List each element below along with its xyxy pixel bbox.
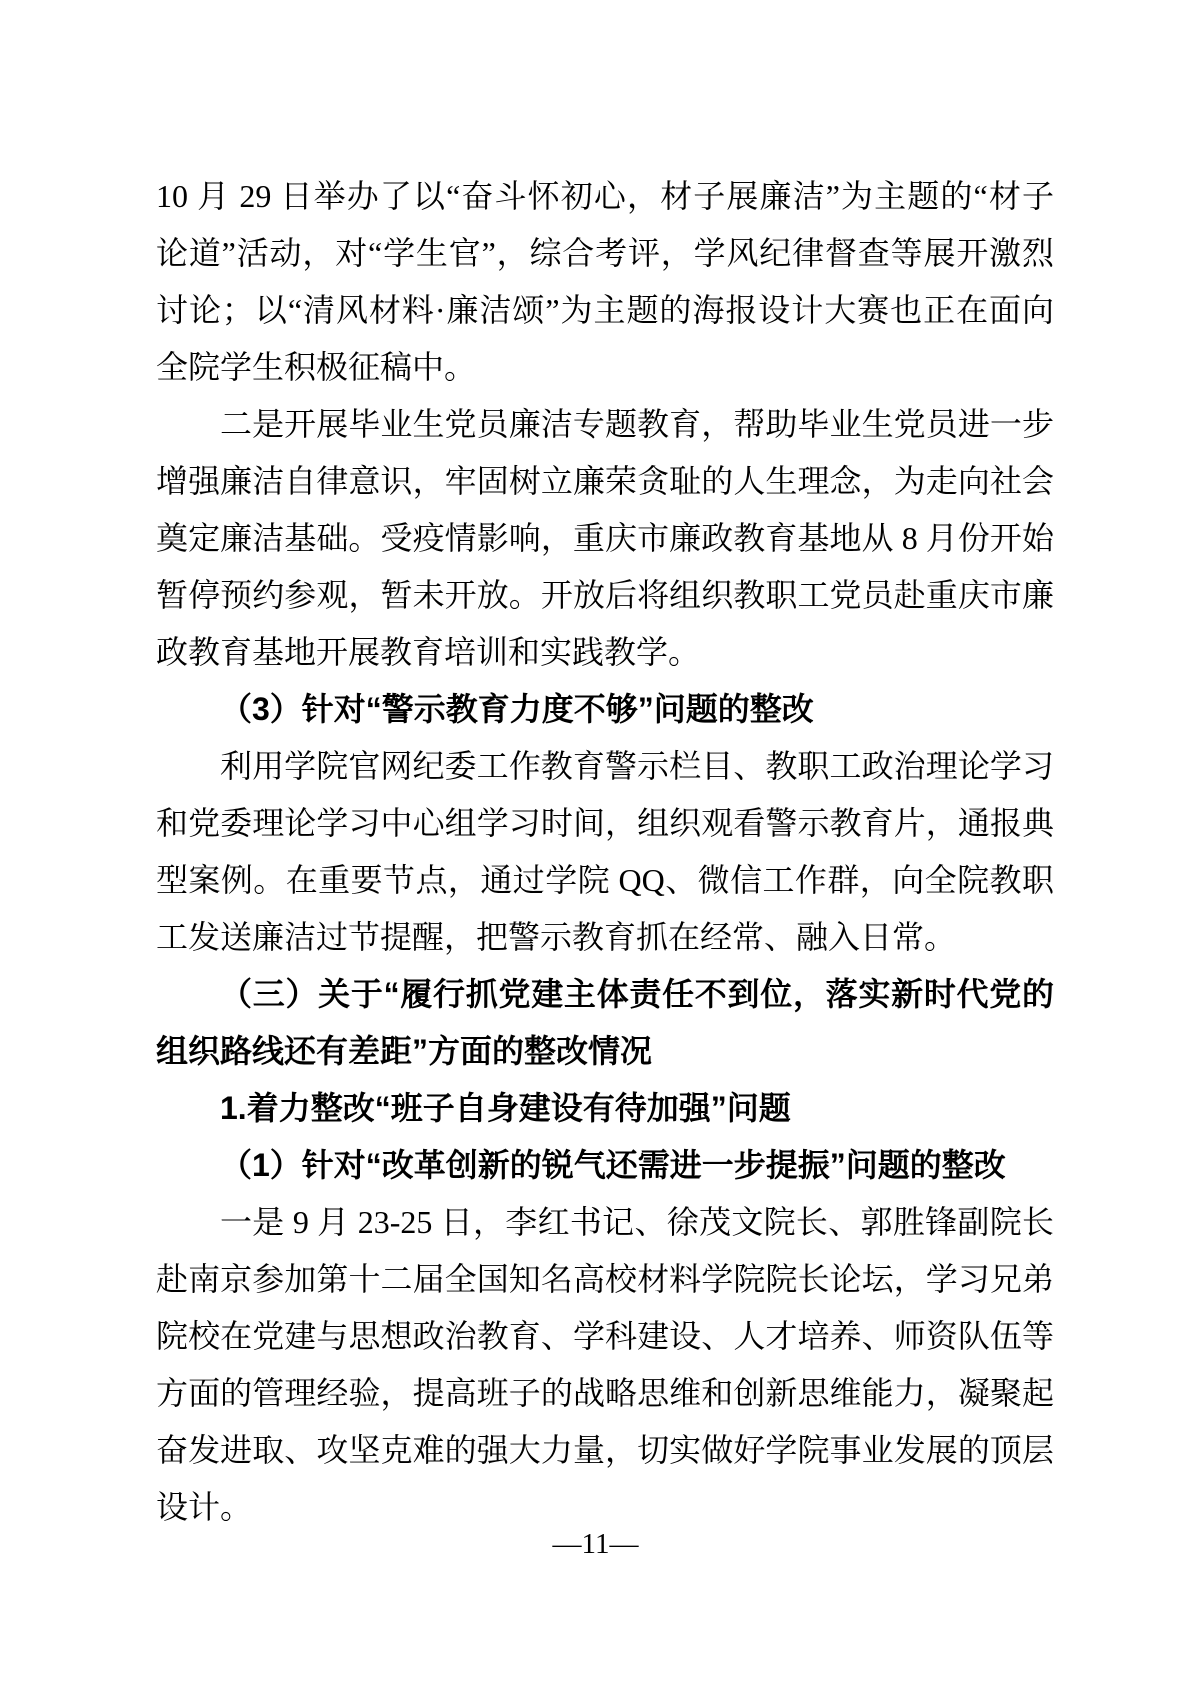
heading-1-leadership-team-building: 1.着力整改“班子自身建设有待加强”问题: [220, 1090, 791, 1126]
heading-1-reform-innovation-rectification: （1）针对“改革创新的锐气还需进一步提振”问题的整改: [220, 1147, 1006, 1183]
paragraph-poster-contest-continuation: 10 月 29 日举办了以“奋斗怀初心，材子展廉洁”为主题的“材子论道”活动，对“学生官”，综合考评，学风纪律督查等展开激烈讨论；以“清风材料·廉洁颂”为主题的海报设计大赛也正在面向全院学生积极征稿中。: [156, 178, 1054, 385]
heading-3-warning-education-rectification: （3）针对“警示教育力度不够”问题的整改: [220, 691, 814, 727]
paragraph-warning-education-measures: 利用学院官网纪委工作教育警示栏目、教职工政治理论学习和党委理论学习中心组学习时间，组织观看警示教育片，通报典型案例。在重要节点，通过学院 QQ、微信工作群，向全院教职工发送廉洁过节提醒，把警示教育抓在经常、融入日常。: [156, 748, 1054, 955]
document-text-area: [156, 168, 1054, 1536]
page-number: —11—: [552, 1528, 639, 1560]
paragraph-nanjing-forum-visit: 一是 9 月 23-25 日，李红书记、徐茂文院长、郭胜锋副院长赴南京参加第十二届全国知名高校材料学院院长论坛，学习兄弟院校在党建与思想政治教育、学科建设、人才培养、师资队伍等方面的管理经验，提高班子的战略思维和创新思维能力，凝聚起奋发进取、攻坚克难的强大力量，切实做好学院事业发展的顶层设计。: [156, 1204, 1054, 1525]
paragraph-graduate-party-member-education: 二是开展毕业生党员廉洁专题教育，帮助毕业生党员进一步增强廉洁自律意识，牢固树立廉荣贪耻的人生理念，为走向社会奠定廉洁基础。受疫情影响，重庆市廉政教育基地从 8 月份开始暂停预约参观，暂未开放。开放后将组织教职工党员赴重庆市廉政教育基地开展教育培训和实践教学。: [156, 406, 1054, 670]
heading-section-three-party-building-responsibility: （三）关于“履行抓党建主体责任不到位，落实新时代党的组织路线还有差距”方面的整改情况: [156, 976, 1054, 1069]
